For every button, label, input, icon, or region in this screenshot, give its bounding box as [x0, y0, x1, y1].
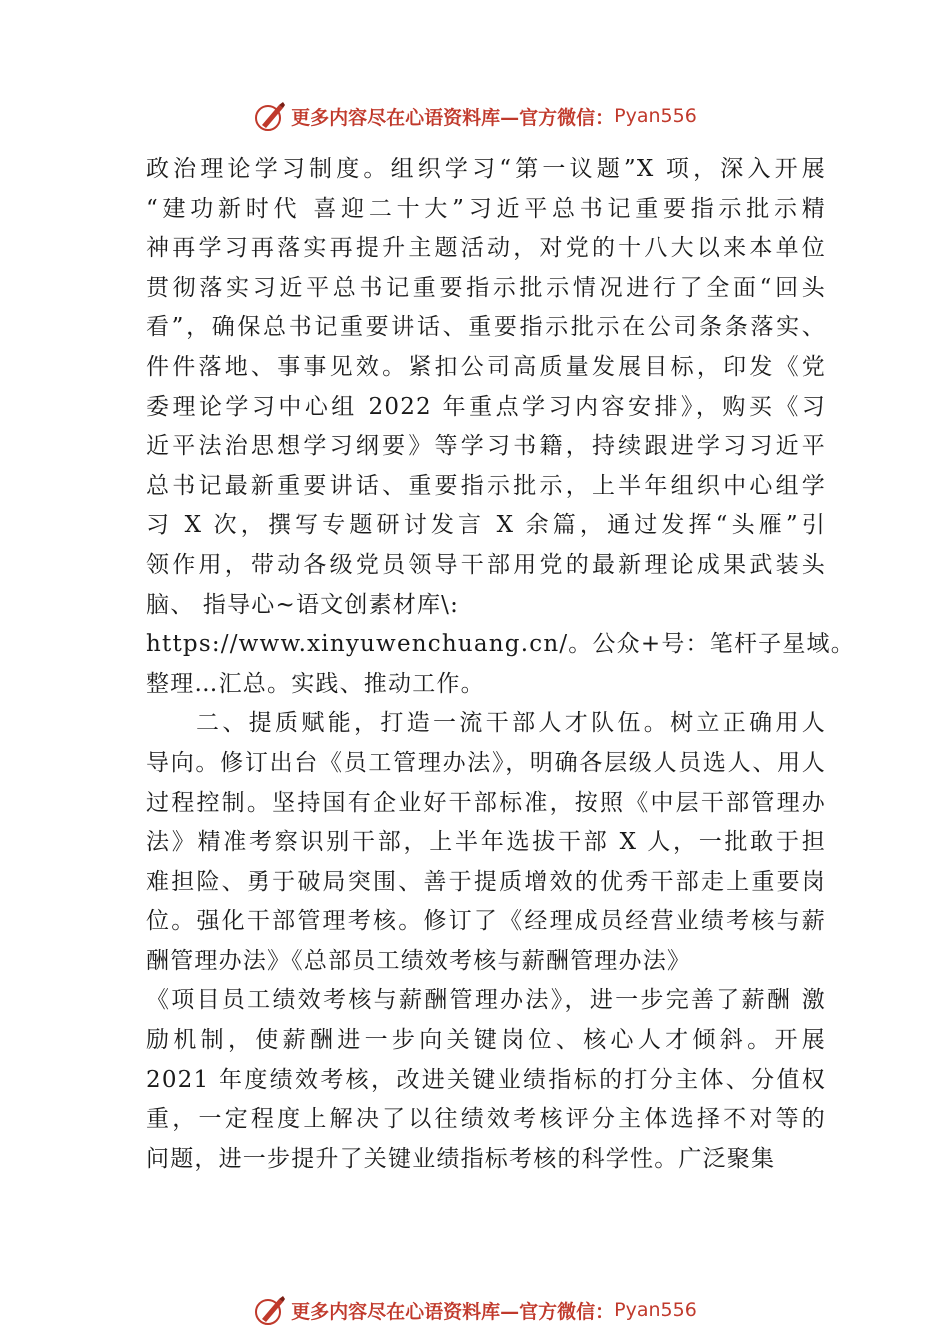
text-line: 政治理论学习制度。组织学习“第一议题”X 项，深入开展 [146, 156, 826, 182]
text-line: 近平法治思想学习纲要》等学习书籍，持续跟进学习习近平 [146, 433, 826, 460]
text-line: 领作用，带动各级党员领导干部用党的最新理论成果武装头 [146, 551, 826, 578]
banner-wechat-id: Pyan556 [614, 1299, 697, 1321]
header-banner [0, 96, 950, 136]
text-line: 整理…汇总。实践、推动工作。 [146, 670, 485, 697]
text-line: 看”，确保总书记重要讲话、重要指示批示在公司条条落实、 [146, 314, 826, 341]
text-line: 导向。修订出台《员工管理办法》，明确各层级人员选人、用人 [146, 749, 826, 776]
pen-logo-icon [253, 1293, 287, 1327]
text-line: 神再学习再落实再提升主题活动，对党的十八大以来本单位 [146, 235, 826, 262]
text-line: 件件落地、事事见效。紧扣公司高质量发展目标，印发《党 [146, 353, 826, 380]
text-line: 法》精准考察识别干部，上半年选拔干部 X 人，一批敢于担 [146, 829, 826, 856]
text-line: 酬管理办法》《总部员工绩效考核与薪酬管理办法》 [146, 947, 692, 974]
banner-text: 更多内容尽在心语资料库—官方微信： [291, 106, 615, 129]
text-line: 2021 年度绩效考核，改进关键业绩指标的打分主体、分值权 [146, 1066, 826, 1093]
document-body [146, 150, 855, 1179]
text-line: 问题，进一步提升了关键业绩指标考核的科学性。广泛聚集 [146, 1145, 776, 1172]
banner-wechat-id: Pyan556 [614, 105, 697, 127]
text-line: 过程控制。坚持国有企业好干部标准，按照《中层干部管理办 [146, 789, 826, 816]
text-line: 位。强化干部管理考核。修订了《经理成员经营业绩考核与薪 [146, 908, 826, 935]
text-line: 脑、 指导心~语文创素材库\: [146, 591, 460, 618]
text-line: 重，一定程度上解决了以往绩效考核评分主体选择不对等的 [146, 1106, 826, 1133]
text-line: 励机制，使薪酬进一步向关键岗位、核心人才倾斜。开展 [146, 1027, 826, 1054]
text-line: 《项目员工绩效考核与薪酬管理办法》，进一步完善了薪酬 激 [146, 987, 826, 1014]
text-line: 总书记最新重要讲话、重要指示批示，上半年组织中心组学 [146, 472, 826, 499]
text-line: 委理论学习中心组 2022 年重点学习内容安排》，购买《习 [146, 393, 826, 420]
section-heading-line: 二、提质赋能，打造一流干部人才队伍。树立正确用人 [196, 710, 826, 737]
pen-logo-icon [253, 99, 287, 133]
text-line-url: https://www.xinyuwenchuang.cn/。公众+号：笔杆子星域。 [146, 631, 855, 658]
banner-text: 更多内容尽在心语资料库—官方微信： [291, 1300, 615, 1323]
text-line: 习 X 次，撰写专题研讨发言 X 余篇，通过发挥“头雁”引 [146, 512, 826, 539]
text-line: 难担险、勇于破局突围、善于提质增效的优秀干部走上重要岗 [146, 868, 826, 895]
text-line: 贯彻落实习近平总书记重要指示批示情况进行了全面“回头 [146, 274, 826, 301]
text-line: “建功新时代 喜迎二十大”习近平总书记重要指示批示精 [146, 195, 826, 222]
footer-banner [0, 1290, 950, 1330]
